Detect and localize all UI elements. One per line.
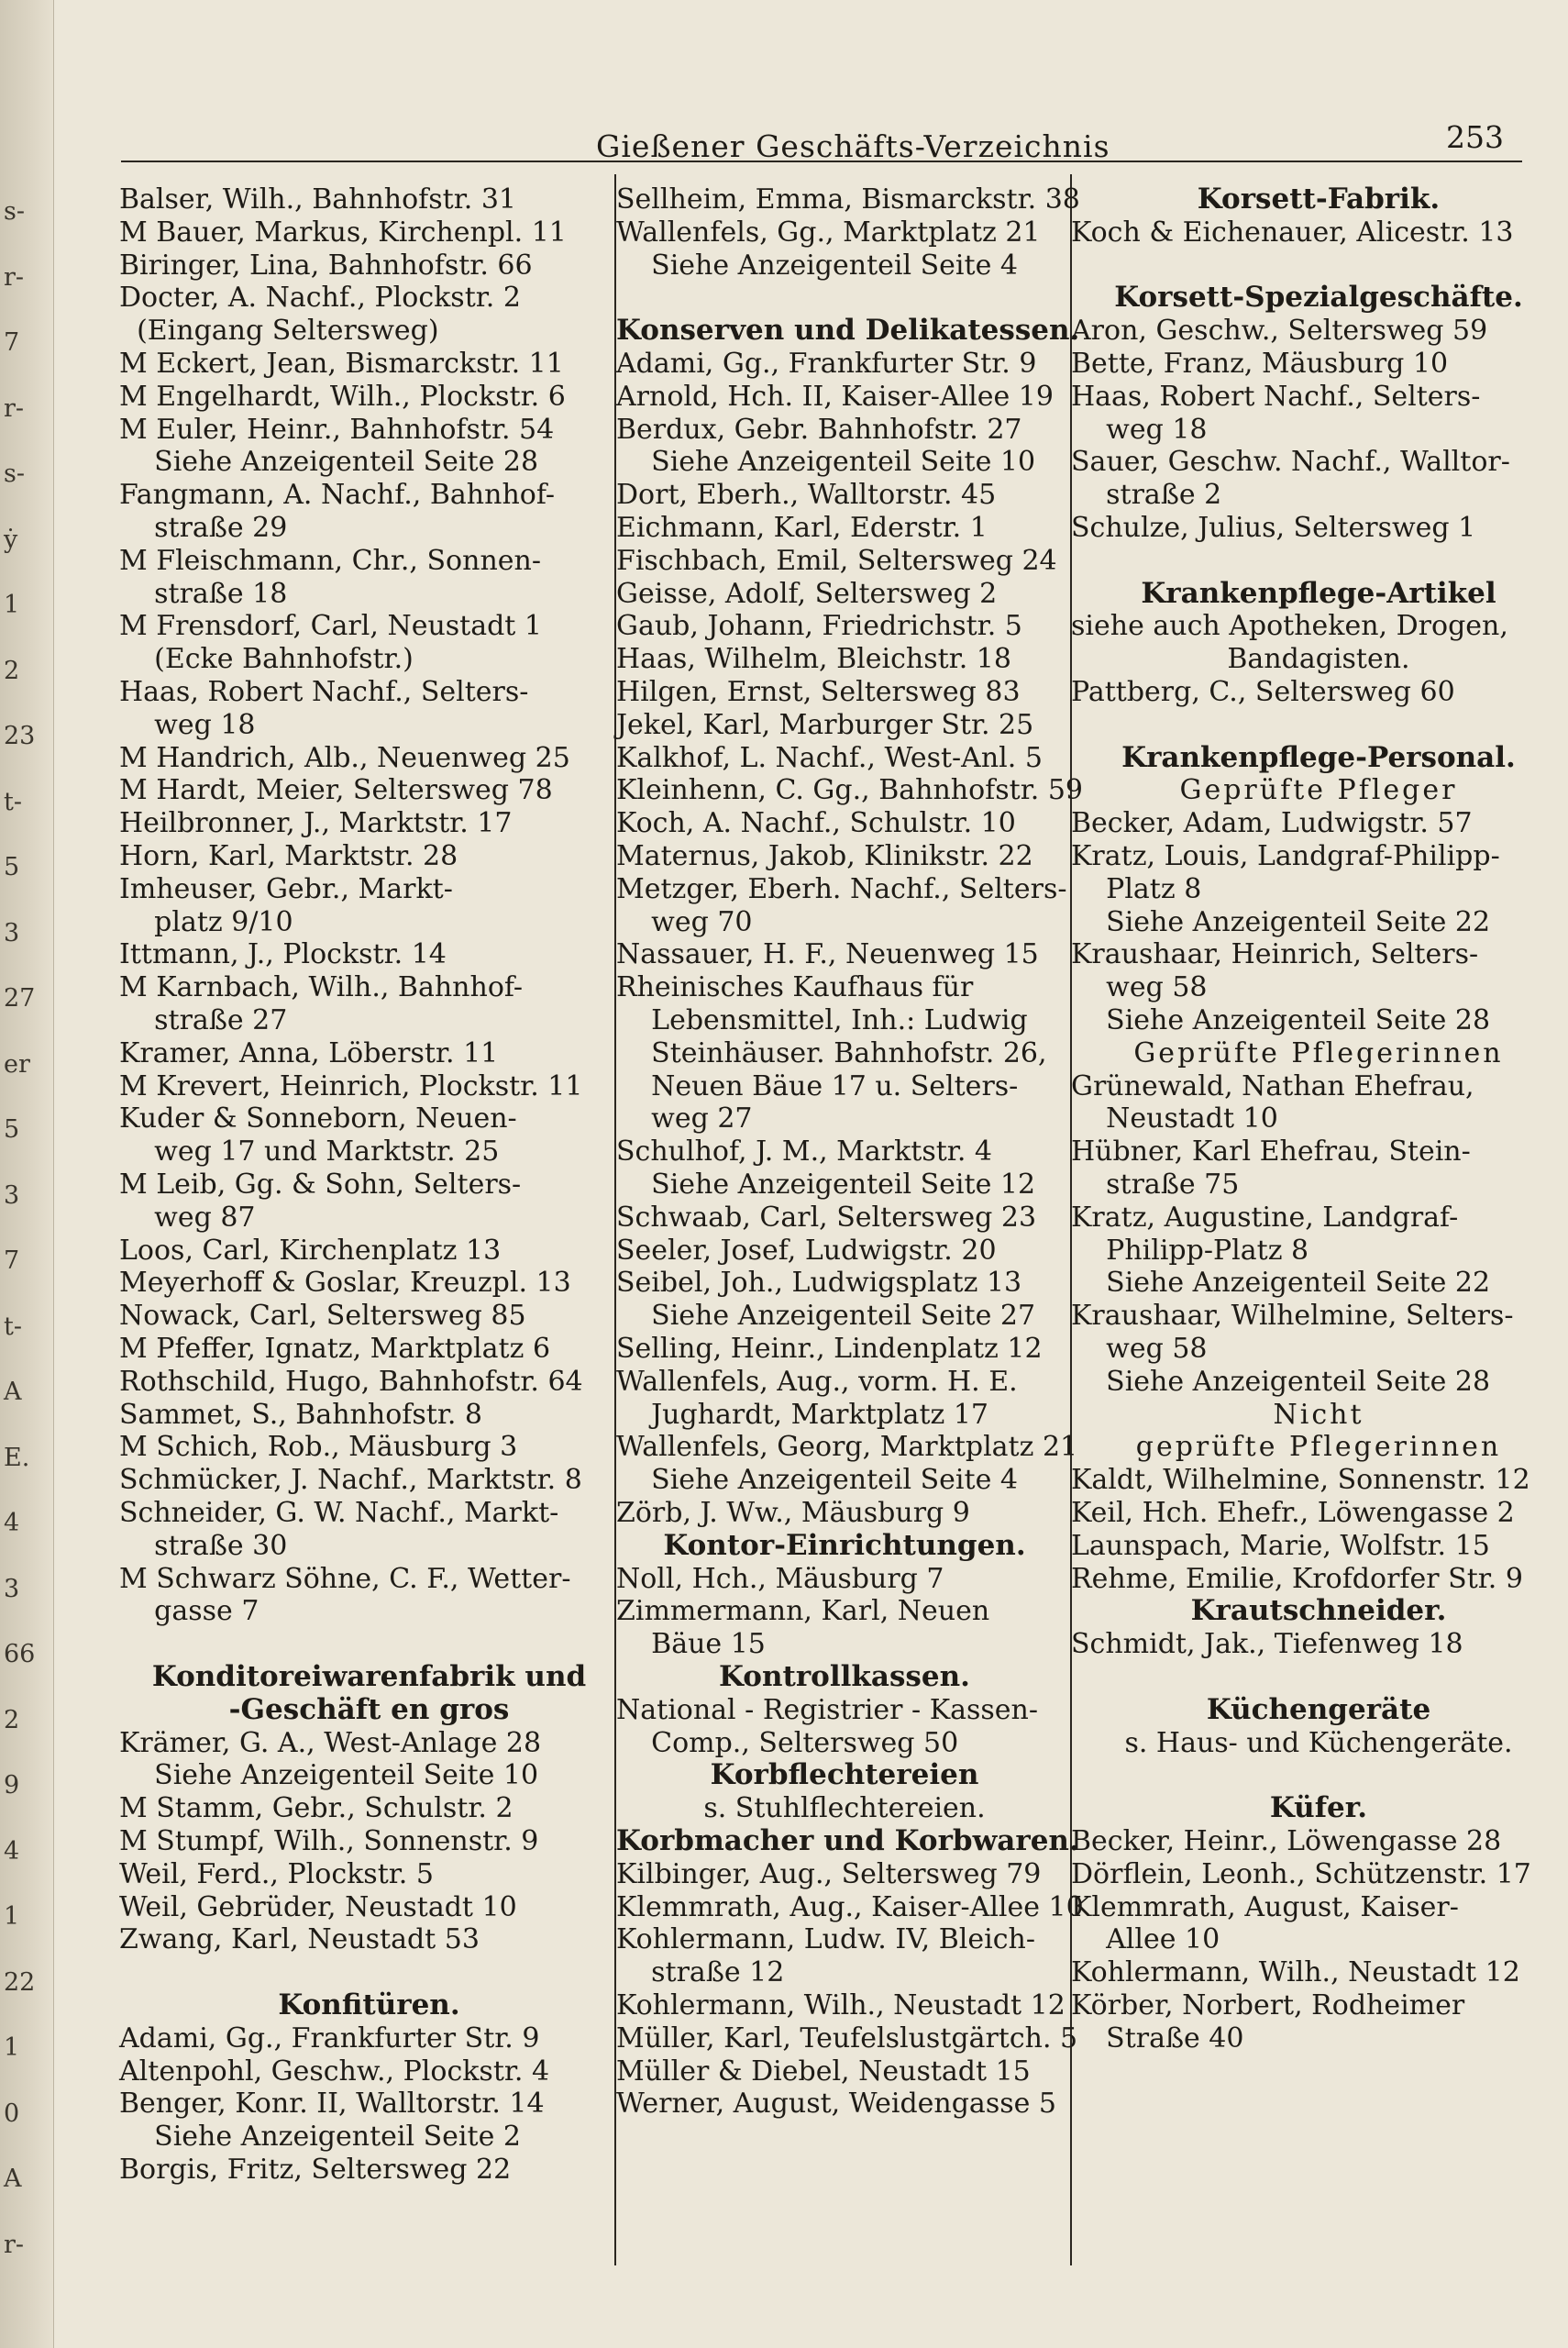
directory-entry: Becker, Adam, Ludwigstr. 57 [1071, 807, 1473, 839]
directory-entry: Fischbach, Emil, Seltersweg 24 [616, 545, 1057, 577]
facing-page-fragment: r- [4, 394, 25, 423]
facing-page-fragment: s- [4, 197, 25, 226]
directory-entry: Hilgen, Ernst, Seltersweg 83 [616, 676, 1021, 708]
facing-page-fragment: E. [4, 1444, 30, 1472]
directory-entry: Haas, Wilhelm, Bleichstr. 18 [616, 643, 1011, 675]
directory-entry: Jughardt, Marktplatz 17 [616, 1399, 989, 1431]
directory-entry: Rothschild, Hugo, Bahnhofstr. 64 [119, 1366, 583, 1398]
directory-entry: Lebensmittel, Inh.: Ludwig [616, 1004, 1028, 1036]
facing-page-fragment: 5 [4, 853, 20, 881]
cross-reference: s. Haus- und Küchengeräte. [1124, 1727, 1513, 1759]
directory-entry: M Engelhardt, Wilh., Plockstr. 6 [119, 381, 566, 413]
directory-entry: M Schich, Rob., Mäusburg 3 [119, 1431, 518, 1463]
directory-entry: Gaub, Johann, Friedrichstr. 5 [616, 610, 1022, 642]
directory-entry: M Leib, Gg. & Sohn, Selters- [119, 1168, 522, 1201]
directory-entry: Selling, Heinr., Lindenplatz 12 [616, 1333, 1043, 1365]
directory-entry: M Stamm, Gebr., Schulstr. 2 [119, 1792, 513, 1824]
directory-entry: weg 70 [616, 906, 753, 938]
directory-entry: platz 9/10 [119, 906, 293, 938]
facing-page-fragment: r- [4, 2231, 25, 2259]
directory-entry: gasse 7 [119, 1595, 259, 1627]
directory-entry: Siehe Anzeigenteil Seite 12 [616, 1168, 1036, 1201]
directory-entry: Siehe Anzeigenteil Seite 4 [616, 249, 1018, 282]
directory-entry: Geisse, Adolf, Seltersweg 2 [616, 578, 998, 610]
directory-entry: Krämer, G. A., West-Anlage 28 [119, 1727, 542, 1759]
facing-page-fragment: A [4, 2165, 22, 2193]
directory-entry: Kilbinger, Aug., Seltersweg 79 [616, 1858, 1042, 1890]
directory-entry: Nowack, Carl, Seltersweg 85 [119, 1300, 526, 1332]
directory-entry: weg 58 [1071, 971, 1208, 1003]
directory-entry: Zimmermann, Karl, Neuen [616, 1595, 990, 1627]
directory-entry: M Pfeffer, Ignatz, Marktplatz 6 [119, 1333, 551, 1365]
section-heading: Küchengeräte [1206, 1693, 1431, 1726]
directory-entry: M Frensdorf, Carl, Neustadt 1 [119, 610, 542, 642]
directory-entry: straße 75 [1071, 1168, 1240, 1201]
directory-entry: M Hardt, Meier, Seltersweg 78 [119, 774, 553, 806]
directory-entry: (Ecke Bahnhofstr.) [119, 643, 414, 675]
directory-entry: Becker, Heinr., Löwengasse 28 [1071, 1825, 1502, 1857]
directory-entry: Imheuser, Gebr., Markt- [119, 873, 453, 905]
directory-entry: Körber, Norbert, Rodheimer [1071, 1989, 1465, 2021]
facing-page-fragment: 1 [4, 2033, 20, 2062]
directory-entry: Dort, Eberh., Walltorstr. 45 [616, 479, 997, 511]
directory-entry: Kramer, Anna, Löberstr. 11 [119, 1037, 499, 1069]
section-heading: Konserven und Delikatessen. [616, 314, 1080, 347]
facing-page-fragment: A [4, 1378, 22, 1406]
facing-page-fragment: 7 [4, 328, 20, 357]
directory-entry: Siehe Anzeigenteil Seite 10 [616, 446, 1036, 478]
directory-entry: Grünewald, Nathan Ehefrau, [1071, 1070, 1474, 1102]
directory-entry: siehe auch Apotheken, Drogen, [1071, 610, 1508, 642]
section-heading: Krankenpflege-Personal. [1121, 741, 1516, 774]
directory-entry: Schulhof, J. M., Marktstr. 4 [616, 1135, 993, 1168]
directory-entry: Siehe Anzeigenteil Seite 22 [1071, 1267, 1491, 1299]
directory-entry: Müller, Karl, Teufelslustgärtch. 5 [616, 2022, 1078, 2054]
facing-page-fragment: t- [4, 788, 22, 816]
facing-page-fragment: 2 [4, 1706, 20, 1734]
facing-page-fragment: 27 [4, 984, 36, 1013]
directory-entry: Maternus, Jakob, Klinikstr. 22 [616, 840, 1033, 872]
directory-entry: Schneider, G. W. Nachf., Markt- [119, 1497, 559, 1529]
directory-entry: Kalkhof, L. Nachf., West-Anl. 5 [616, 742, 1043, 774]
directory-entry: weg 27 [616, 1102, 753, 1135]
directory-entry: Kratz, Louis, Landgraf-Philipp- [1071, 840, 1500, 872]
directory-entry: Schulze, Julius, Seltersweg 1 [1071, 512, 1476, 544]
directory-entry: Jekel, Karl, Marburger Str. 25 [616, 709, 1034, 741]
directory-entry: weg 58 [1071, 1333, 1208, 1365]
page-number: 253 [1446, 119, 1504, 155]
directory-entry: Docter, A. Nachf., Plockstr. 2 [119, 282, 521, 314]
directory-column-2 [616, 183, 1084, 2284]
directory-entry: Straße 40 [1071, 2022, 1244, 2054]
facing-page-fragment: s- [4, 460, 25, 488]
directory-entry: Bette, Franz, Mäusburg 10 [1071, 348, 1449, 380]
directory-entry: Kratz, Augustine, Landgraf- [1071, 1202, 1459, 1234]
directory-entry: Schmidt, Jak., Tiefenweg 18 [1071, 1628, 1463, 1660]
directory-entry: Siehe Anzeigenteil Seite 28 [1071, 1366, 1491, 1398]
directory-entry: Schwaab, Carl, Seltersweg 23 [616, 1202, 1037, 1234]
directory-entry: M Bauer, Markus, Kirchenpl. 11 [119, 216, 567, 249]
directory-column-3 [1071, 183, 1566, 2284]
directory-entry: Neuen Bäue 17 u. Selters- [616, 1070, 1019, 1102]
directory-entry: Adami, Gg., Frankfurter Str. 9 [616, 348, 1037, 380]
directory-entry: Wallenfels, Georg, Marktplatz 21 [616, 1431, 1078, 1463]
directory-entry: straße 29 [119, 512, 288, 544]
directory-entry: Rehme, Emilie, Krofdorfer Str. 9 [1071, 1563, 1523, 1595]
header-rule [121, 161, 1522, 162]
directory-entry: M Eckert, Jean, Bismarckstr. 11 [119, 348, 564, 380]
page-title: Gießener Geschäfts-Verzeichnis [596, 128, 1110, 164]
directory-entry: Bäue 15 [616, 1628, 766, 1660]
directory-entry: Seibel, Joh., Ludwigsplatz 13 [616, 1267, 1022, 1299]
directory-entry: Comp., Seltersweg 50 [616, 1727, 959, 1759]
directory-entry: Zörb, J. Ww., Mäusburg 9 [616, 1497, 970, 1529]
directory-entry: Siehe Anzeigenteil Seite 4 [616, 1464, 1018, 1496]
directory-entry: Sauer, Geschw. Nachf., Walltor- [1071, 446, 1510, 478]
directory-entry: Metzger, Eberh. Nachf., Selters- [616, 873, 1067, 905]
directory-entry: Adami, Gg., Frankfurter Str. 9 [119, 2022, 540, 2054]
section-heading: Küfer. [1269, 1791, 1368, 1824]
directory-entry: Benger, Konr. II, Walltorstr. 14 [119, 2088, 545, 2120]
directory-entry: straße 2 [1071, 479, 1222, 511]
directory-entry: straße 12 [616, 1956, 785, 1988]
directory-entry: M Karnbach, Wilh., Bahnhof- [119, 971, 524, 1003]
facing-page-fragment: 3 [4, 1575, 20, 1603]
section-heading: Korsett-Fabrik. [1197, 183, 1441, 216]
facing-page-fragment: 1 [4, 1902, 20, 1931]
directory-entry: Wallenfels, Aug., vorm. H. E. [616, 1366, 1018, 1398]
facing-page-fragment: 23 [4, 722, 36, 750]
facing-page-fragment: 7 [4, 1246, 20, 1275]
directory-entry: Ittmann, J., Plockstr. 14 [119, 938, 447, 970]
directory-entry: Siehe Anzeigenteil Seite 22 [1071, 906, 1491, 938]
directory-entry: Siehe Anzeigenteil Seite 2 [119, 2121, 521, 2153]
directory-entry: Koch & Eichenauer, Alicestr. 13 [1071, 216, 1514, 249]
directory-entry: Eichmann, Karl, Ederstr. 1 [616, 512, 988, 544]
directory-entry: M Euler, Heinr., Bahnhofstr. 54 [119, 414, 555, 446]
directory-entry: Sellheim, Emma, Bismarckstr. 38 [616, 183, 1080, 216]
directory-entry: M Krevert, Heinrich, Plockstr. 11 [119, 1070, 583, 1102]
directory-entry: Seeler, Josef, Ludwigstr. 20 [616, 1235, 997, 1267]
facing-page-fragment: ẏ [4, 526, 18, 554]
cross-reference: Bandagisten. [1227, 643, 1410, 675]
directory-entry: Heilbronner, J., Marktstr. 17 [119, 807, 513, 839]
directory-entry: Berdux, Gebr. Bahnhofstr. 27 [616, 414, 1022, 446]
directory-entry: Werner, August, Weidengasse 5 [616, 2088, 1056, 2120]
directory-entry: M Handrich, Alb., Neuenweg 25 [119, 742, 570, 774]
facing-page-fragment: 4 [4, 1837, 20, 1866]
facing-page-fragment: 9 [4, 1771, 20, 1800]
directory-column-1 [119, 183, 619, 2284]
directory-entry: Weil, Gebrüder, Neustadt 10 [119, 1891, 517, 1923]
cross-reference: s. Stuhlflechtereien. [703, 1792, 986, 1824]
directory-entry: Arnold, Hch. II, Kaiser-Allee 19 [616, 381, 1054, 413]
directory-entry: Kraushaar, Heinrich, Selters- [1071, 938, 1479, 970]
directory-entry: Weil, Ferd., Plockstr. 5 [119, 1858, 434, 1890]
directory-entry: Schmücker, J. Nachf., Marktstr. 8 [119, 1464, 582, 1496]
directory-entry: weg 18 [1071, 414, 1208, 446]
directory-entry: Haas, Robert Nachf., Selters- [1071, 381, 1481, 413]
directory-entry: Neustadt 10 [1071, 1102, 1278, 1135]
directory-entry: straße 30 [119, 1530, 288, 1562]
directory-entry: Siehe Anzeigenteil Seite 28 [119, 446, 539, 478]
directory-entry: Pattberg, C., Seltersweg 60 [1071, 676, 1455, 708]
facing-page-fragment: 3 [4, 919, 20, 947]
directory-entry: straße 27 [119, 1004, 288, 1036]
directory-entry: Hübner, Karl Ehefrau, Stein- [1071, 1135, 1471, 1168]
subsection-heading: Geprüfte Pflegerinnen [1133, 1037, 1504, 1069]
left-page-edge [0, 0, 54, 2348]
facing-page-fragment: 4 [4, 1509, 20, 1537]
directory-entry: Loos, Carl, Kirchenplatz 13 [119, 1235, 502, 1267]
directory-entry: Keil, Hch. Ehefr., Löwengasse 2 [1071, 1497, 1515, 1529]
directory-entry: weg 87 [119, 1202, 256, 1234]
section-heading: Konfitüren. [278, 1988, 460, 2021]
directory-entry: Platz 8 [1071, 873, 1202, 905]
directory-entry: Meyerhoff & Goslar, Kreuzpl. 13 [119, 1267, 571, 1299]
directory-entry: Zwang, Karl, Neustadt 53 [119, 1923, 480, 1955]
directory-entry: Allee 10 [1071, 1923, 1220, 1955]
section-heading: Korbflechtereien [710, 1758, 979, 1791]
facing-page-fragment: er [4, 1050, 30, 1079]
directory-entry: straße 18 [119, 578, 288, 610]
directory-entry: Aron, Geschw., Seltersweg 59 [1071, 315, 1488, 347]
section-heading: Krankenpflege-Artikel [1141, 577, 1496, 610]
directory-entry: Sammet, S., Bahnhofstr. 8 [119, 1399, 483, 1431]
directory-entry: Altenpohl, Geschw., Plockstr. 4 [119, 2055, 550, 2088]
facing-page-fragment: t- [4, 1312, 22, 1341]
section-heading: Korsett-Spezialgeschäfte. [1114, 281, 1523, 314]
directory-entry: Dörflein, Leonh., Schützenstr. 17 [1071, 1858, 1531, 1890]
directory-entry: National - Registrier - Kassen- [616, 1694, 1038, 1726]
section-heading: Kontrollkassen. [719, 1660, 970, 1693]
directory-entry: weg 17 und Marktstr. 25 [119, 1135, 500, 1168]
directory-entry: Wallenfels, Gg., Marktplatz 21 [616, 216, 1041, 249]
section-heading: Krautschneider. [1190, 1594, 1447, 1627]
directory-entry: Klemmrath, August, Kaiser- [1071, 1891, 1459, 1923]
directory-entry: Launspach, Marie, Wolfstr. 15 [1071, 1530, 1490, 1562]
directory-entry: Koch, A. Nachf., Schulstr. 10 [616, 807, 1016, 839]
facing-page-fragment: 5 [4, 1115, 20, 1144]
directory-entry: Steinhäuser. Bahnhofstr. 26, [616, 1037, 1047, 1069]
directory-entry: Siehe Anzeigenteil Seite 10 [119, 1759, 539, 1791]
directory-entry: M Fleischmann, Chr., Sonnen- [119, 545, 541, 577]
page-header [165, 110, 1522, 165]
directory-entry: Siehe Anzeigenteil Seite 28 [1071, 1004, 1491, 1036]
section-heading: Konditoreiwarenfabrik und [151, 1660, 587, 1693]
directory-entry: (Eingang Seltersweg) [119, 315, 439, 347]
facing-page-fragment: 66 [4, 1640, 36, 1668]
directory-entry: M Stumpf, Wilh., Sonnenstr. 9 [119, 1825, 539, 1857]
directory-entry: Kleinhenn, C. Gg., Bahnhofstr. 59 [616, 774, 1084, 806]
facing-page-fragment: 3 [4, 1181, 20, 1210]
facing-page-fragment: 22 [4, 1968, 36, 1997]
directory-entry: Philipp-Platz 8 [1071, 1235, 1309, 1267]
directory-entry: Kraushaar, Wilhelmine, Selters- [1071, 1300, 1514, 1332]
facing-page-fragment: 0 [4, 2099, 20, 2128]
subsection-heading: geprüfte Pflegerinnen [1135, 1431, 1502, 1463]
directory-entry: Kaldt, Wilhelmine, Sonnenstr. 12 [1071, 1464, 1530, 1496]
directory-entry: Biringer, Lina, Bahnhofstr. 66 [119, 249, 533, 282]
directory-entry: Müller & Diebel, Neustadt 15 [616, 2055, 1031, 2088]
section-heading: -Geschäft en gros [228, 1693, 510, 1726]
directory-entry: Horn, Karl, Marktstr. 28 [119, 840, 458, 872]
directory-entry: Siehe Anzeigenteil Seite 27 [616, 1300, 1036, 1332]
directory-entry: M Schwarz Söhne, C. F., Wetter- [119, 1563, 571, 1595]
section-heading: Korbmacher und Korbwaren. [616, 1824, 1079, 1857]
facing-page-fragment: 2 [4, 657, 20, 685]
directory-entry: Kohlermann, Wilh., Neustadt 12 [616, 1989, 1066, 2021]
directory-entry: Haas, Robert Nachf., Selters- [119, 676, 529, 708]
directory-entry: Balser, Wilh., Bahnhofstr. 31 [119, 183, 517, 216]
directory-entry: Kuder & Sonneborn, Neuen- [119, 1102, 517, 1135]
directory-entry: weg 18 [119, 709, 256, 741]
directory-entry: Borgis, Fritz, Seltersweg 22 [119, 2154, 512, 2186]
directory-entry: Nassauer, H. F., Neuenweg 15 [616, 938, 1039, 970]
facing-page-fragment: r- [4, 263, 25, 292]
subsection-heading: Nicht [1273, 1399, 1364, 1431]
directory-entry: Kohlermann, Ludw. IV, Bleich- [616, 1923, 1035, 1955]
directory-entry: Kohlermann, Wilh., Neustadt 12 [1071, 1956, 1520, 1988]
directory-entry: Rheinisches Kaufhaus für [616, 971, 974, 1003]
facing-page-fragment: 1 [4, 591, 20, 619]
subsection-heading: Geprüfte Pfleger [1179, 774, 1458, 806]
directory-entry: Klemmrath, Aug., Kaiser-Allee 10 [616, 1891, 1084, 1923]
directory-entry: Noll, Hch., Mäusburg 7 [616, 1563, 944, 1595]
section-heading: Kontor-Einrichtungen. [663, 1529, 1026, 1562]
directory-entry: Fangmann, A. Nachf., Bahnhof- [119, 479, 556, 511]
